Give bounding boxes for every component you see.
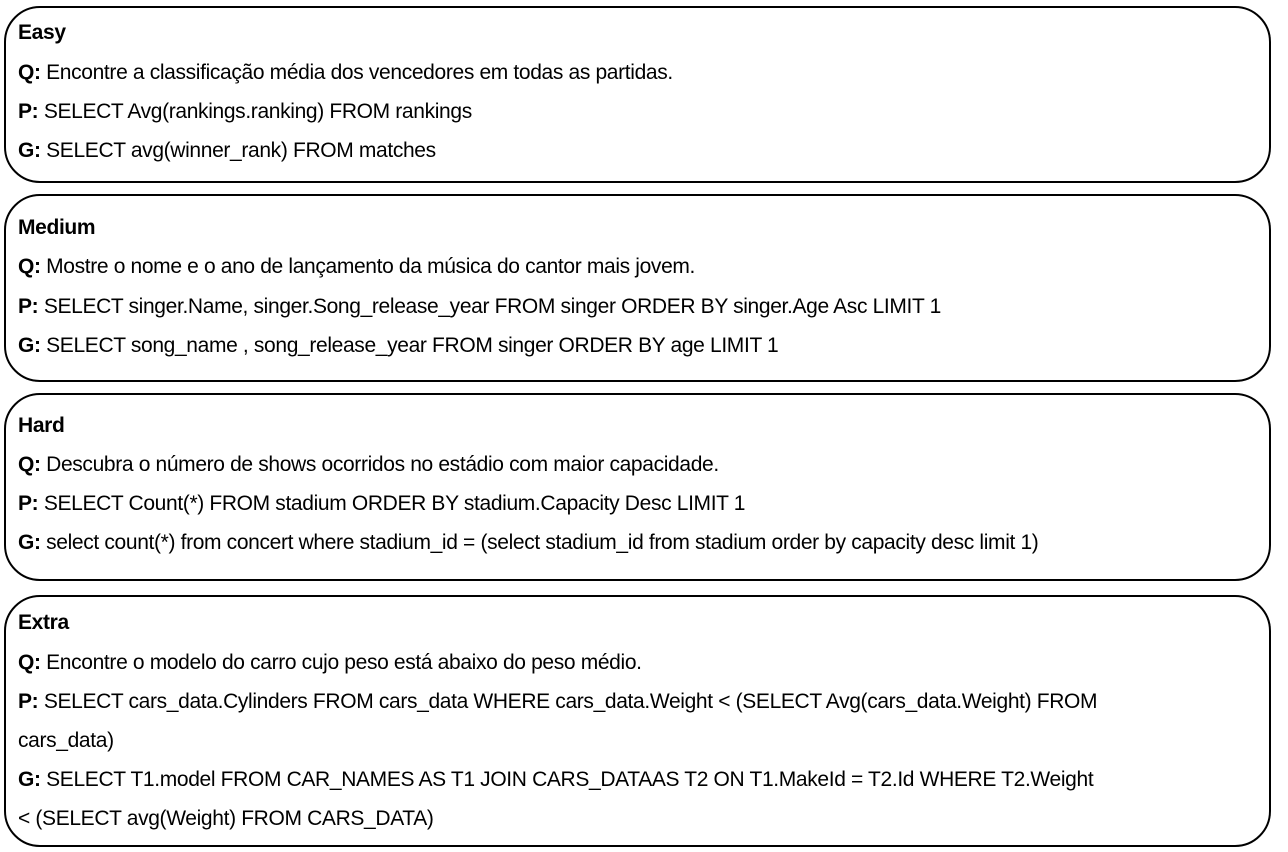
question-text: Encontre o modelo do carro cujo peso está abaixo do peso médio. (46, 651, 642, 674)
predicted-tag: P: (18, 100, 39, 123)
example-panel-easy (4, 6, 1271, 183)
predicted-query-line (18, 492, 745, 516)
question-line (18, 651, 642, 675)
question-line (18, 61, 673, 85)
question-text: Mostre o nome e o ano de lançamento da música do cantor mais jovem. (46, 255, 696, 278)
difficulty-title: Extra (18, 611, 69, 634)
predicted-query-line (18, 295, 941, 319)
gold-query-line (18, 334, 778, 358)
question-line (18, 453, 719, 477)
predicted-query-line (18, 100, 472, 124)
predicted-query: SELECT Count(*) FROM stadium ORDER BY stadium.Capacity Desc LIMIT 1 (43, 492, 746, 515)
gold-query-line (18, 139, 436, 163)
gold-query: SELECT song_name , song_release_year FROM singer ORDER BY age LIMIT 1 (46, 334, 779, 357)
gold-query: select count(*) from concert where stadium_id = (select stadium_id from stadium order by capacity desc limit 1) (46, 531, 1039, 554)
question-tag: Q: (18, 255, 41, 278)
gold-tag: G: (18, 139, 41, 162)
example-panel-hard (4, 393, 1271, 581)
predicted-query: SELECT singer.Name, singer.Song_release_year FROM singer ORDER BY singer.Age Asc LIMIT 1 (43, 295, 941, 318)
difficulty-title: Easy (18, 21, 66, 44)
predicted-tag: P: (18, 295, 39, 318)
gold-query-line (18, 768, 1093, 792)
question-text: Encontre a classificação média dos vencedores em todas as partidas. (46, 61, 673, 84)
question-tag: Q: (18, 651, 41, 674)
gold-query-line (18, 531, 1038, 555)
example-panel-extra (4, 595, 1271, 847)
predicted-query: SELECT cars_data.Cylinders FROM cars_data WHERE cars_data.Weight < (SELECT Avg(cars_data.Weight) FROM (43, 690, 1098, 713)
gold-tag: G: (18, 768, 41, 791)
question-line (18, 255, 695, 279)
predicted-query-continuation: cars_data) (18, 729, 114, 752)
predicted-query-line (18, 690, 1097, 714)
predicted-tag: P: (18, 690, 39, 713)
gold-query-continuation: < (SELECT avg(Weight) FROM CARS_DATA) (18, 807, 434, 830)
question-tag: Q: (18, 453, 41, 476)
difficulty-title: Hard (18, 414, 65, 437)
predicted-tag: P: (18, 492, 39, 515)
gold-tag: G: (18, 531, 41, 554)
difficulty-title: Medium (18, 216, 96, 239)
question-text: Descubra o número de shows ocorridos no estádio com maior capacidade. (46, 453, 719, 476)
gold-query: SELECT avg(winner_rank) FROM matches (46, 139, 436, 162)
predicted-query: SELECT Avg(rankings.ranking) FROM rankings (43, 100, 472, 123)
example-panel-medium (4, 194, 1271, 382)
gold-tag: G: (18, 334, 41, 357)
gold-query: SELECT T1.model FROM CAR_NAMES AS T1 JOIN CARS_DATAAS T2 ON T1.MakeId = T2.Id WHERE T2.Weight (46, 768, 1094, 791)
question-tag: Q: (18, 61, 41, 84)
